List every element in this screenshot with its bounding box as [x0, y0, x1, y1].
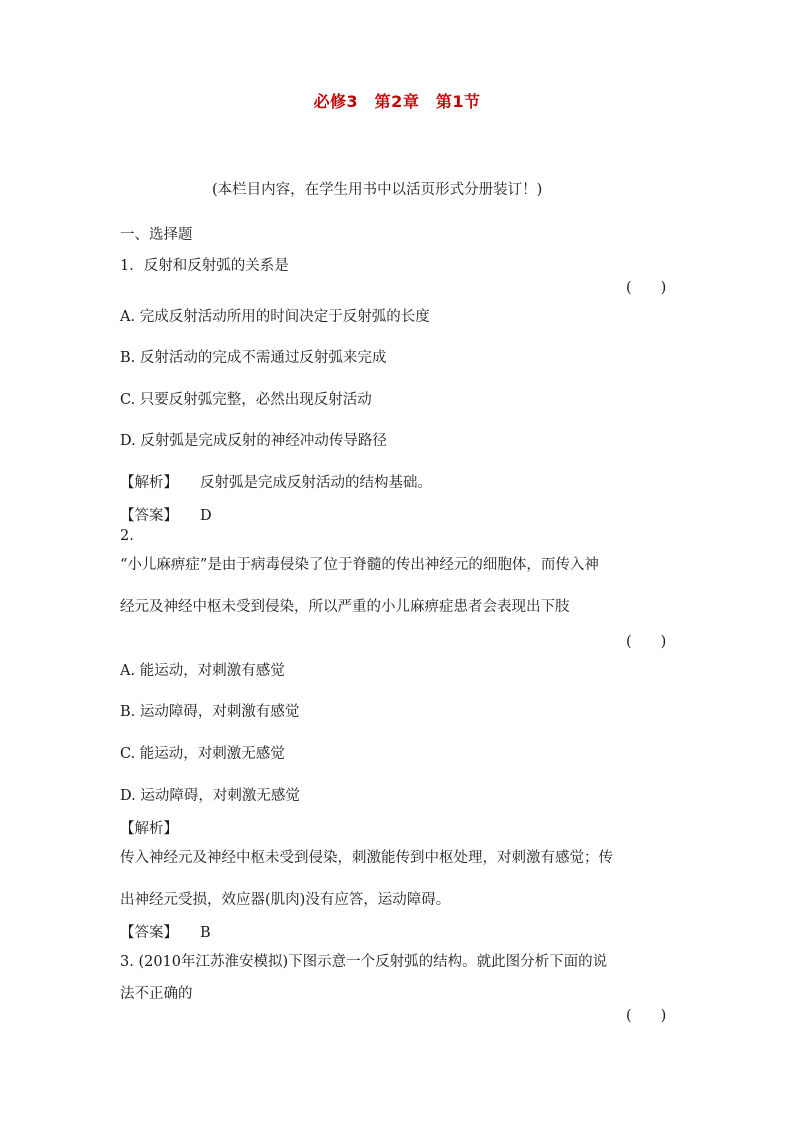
question-1-answer-bracket: ( ) — [626, 280, 667, 296]
question-1-option-b: B. 反射活动的完成不需通过反射弧来完成 — [120, 350, 387, 366]
question-1-option-c: C. 只要反射弧完整，必然出现反射活动 — [120, 392, 372, 408]
question-2-stem-line-2: 经元及神经中枢未受到侵染，所以严重的小儿麻痹症患者会表现出下肢 — [120, 599, 570, 615]
question-3-stem-line-1: 3. (2010年江苏淮安模拟)下图示意一个反射弧的结构。就此图分析下面的说 — [120, 954, 608, 970]
question-1-answer: D — [200, 508, 212, 524]
question-2-answer-bracket: ( ) — [626, 634, 667, 650]
question-2-option-d: D. 运动障碍，对刺激无感觉 — [120, 788, 300, 804]
question-2-analysis-line-1: 传入神经元及神经中枢未受到侵染，刺激能传到中枢处理，对刺激有感觉；传 — [120, 850, 613, 866]
question-1-analysis-label: 【解析】 — [120, 475, 178, 491]
question-2-analysis-label: 【解析】 — [120, 821, 178, 837]
question-2-analysis-line-2: 出神经元受损，效应器(肌肉)没有应答，运动障碍。 — [120, 892, 451, 908]
question-3-stem-line-2: 法不正确的 — [120, 986, 193, 1002]
binding-note: (本栏目内容，在学生用书中以活页形式分册装订！) — [212, 182, 543, 198]
question-3-answer-bracket: ( ) — [626, 1008, 667, 1024]
question-2-option-c: C. 能运动，对刺激无感觉 — [120, 746, 285, 762]
question-2-stem-line-1: “小儿麻痹症”是由于病毒侵染了位于脊髓的传出神经元的细胞体，而传入神 — [120, 557, 599, 573]
question-1-stem: 1．反射和反射弧的关系是 — [120, 258, 289, 274]
question-2-answer: B — [200, 925, 211, 941]
question-1-option-d: D. 反射弧是完成反射的神经冲动传导路径 — [120, 433, 387, 449]
question-2-number: 2. — [120, 528, 134, 544]
question-1-analysis: 反射弧是完成反射活动的结构基础。 — [200, 475, 432, 491]
section-heading: 一、选择题 — [120, 227, 193, 243]
question-1-option-a: A. 完成反射活动所用的时间决定于反射弧的长度 — [120, 309, 430, 325]
question-2-option-b: B. 运动障碍，对刺激有感觉 — [120, 704, 300, 720]
page-title: 必修3 第2章 第1节 — [313, 92, 481, 111]
question-2-option-a: A. 能运动，对刺激有感觉 — [120, 663, 285, 679]
question-2-answer-label: 【答案】 — [120, 925, 178, 941]
question-1-answer-label: 【答案】 — [120, 508, 178, 524]
